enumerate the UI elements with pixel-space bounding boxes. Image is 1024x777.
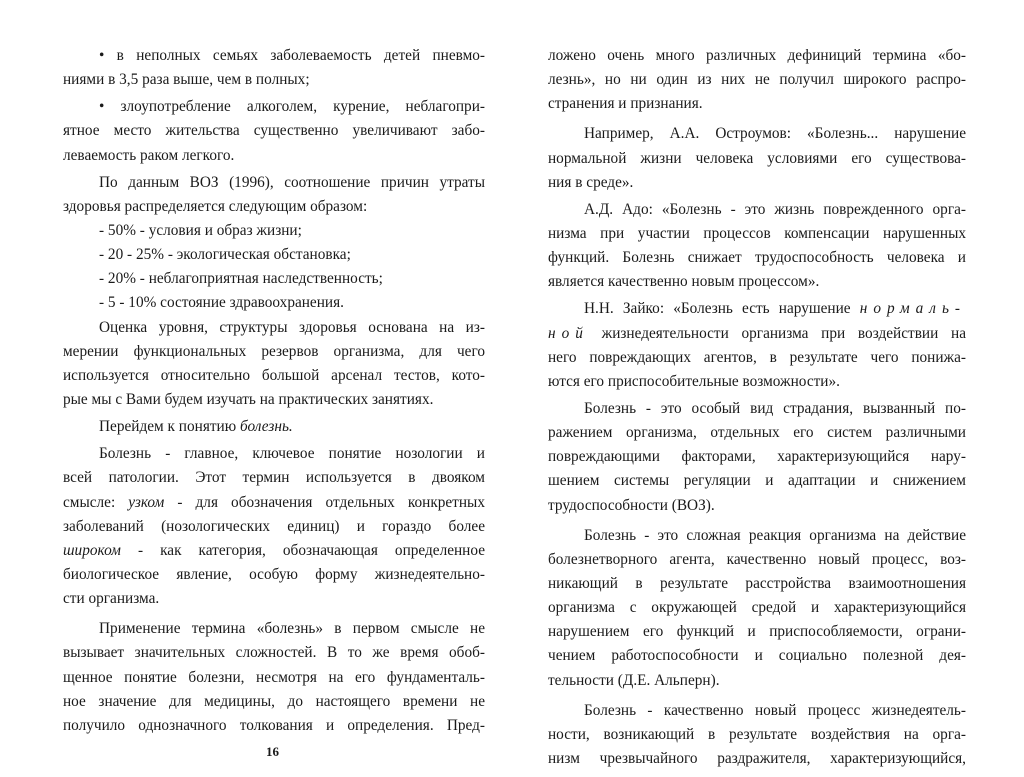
emphasis-term: нормаль- [859,300,966,318]
text-line: тельности (Д.Е. Альперн). [548,671,720,689]
text-line: ности, возникающий в результате воздействия на орга- [548,725,966,743]
text-line: По данным ВОЗ (1996), соотношение причин утраты [99,173,485,191]
text-line: вызывает значительных сложностей. В то же время обоб- [63,644,485,662]
text-line: • в неполных семьях заболеваемость детей пневмо- [99,47,485,64]
text-line: болезнетворного агента, качественно новый процесс, воз- [548,550,966,568]
text-line: него повреждающих агентов, в результате чего понижа- [548,348,966,366]
text-line: заболеваний (нозологических единиц) и гораздо более [63,517,485,535]
list-item: - 5 - 10% состояние здравоохранения. [99,294,344,312]
text-line: Оценка уровня, структуры здоровья основана на из- [99,318,485,336]
text-line [63,415,485,439]
text-run: Перейдем к понятию [99,418,240,436]
text-line [63,491,485,515]
text-line: мерении функциональных резервов организма, для чего [63,342,485,360]
text-line: Болезнь - главное, ключевое понятие нозологии и [99,445,485,463]
text-line: леваемость раком легкого. [63,146,235,164]
text-line: нарушением его функций и приспособляемости, ограни- [548,623,966,641]
text-line: Болезнь - это особый вид страдания, вызванный по- [584,399,966,417]
text-line [548,322,966,346]
left-page-text [63,44,485,738]
emphasis-term: болезнь. [239,418,293,436]
emphasis-term: узком [128,493,165,511]
text-line: здоровья распределяется следующим образом: [63,197,368,215]
page-number: 16 [266,744,279,759]
left-page [63,0,485,777]
text-line: ражением организма, отдельных его систем различными [548,424,966,442]
text-line: рые мы с Вами будем изучать на практических занятиях. [63,390,434,408]
text-line: А.Д. Адо: «Болезнь - это жизнь поврежденного орга- [584,200,966,218]
text-run: Н.Н. Зайко: «Болезнь есть нарушение [584,300,860,318]
text-line: ное значение для медицины, до настоящего времени не [63,692,485,710]
text-line: чением работоспособности и социально полезной дея- [548,647,966,665]
text-line: ниями в 3,5 раза выше, чем в полных; [63,71,310,89]
text-line: никающий в результате расстройства взаимоотношения [548,574,966,592]
list-item: - 20 - 25% - экологическая обстановка; [99,246,351,264]
text-line: Например, А.А. Остроумов: «Болезнь... нарушение [584,125,966,143]
list-item: - 50% - условия и образ жизни; [99,221,302,239]
text-line: шением системы регуляции и адаптации и снижением [548,472,966,490]
text-run: - для обозначения отдельных конкретных [164,493,485,511]
text-line: низма при участии процессов компенсации нарушенных [548,224,966,242]
text-line: биологическое явление, особую форму жизнедеятельно- [63,565,485,583]
text-line: повреждающими факторами, характеризующийся нару- [548,448,966,466]
text-line: всей патологии. Этот термин используется в двояком [63,469,485,487]
text-line: является качественно новым процессом». [548,273,820,291]
text-line: получило однозначного толкования и определения. Пред- [63,716,485,734]
text-line: Болезнь - это сложная реакция организма на действие [584,526,966,544]
text-line: организма с окружающей средой и характеризующийся [548,599,966,617]
text-line: трудоспособности (ВОЗ). [548,496,715,514]
text-line: функций. Болезнь снижает трудоспособность человека и [548,249,966,267]
text-run: - как категория, обозначающая определенное [120,541,485,559]
emphasis-term: широком [63,541,121,559]
text-line: используется относительно большой арсенал тестов, кото- [63,366,485,384]
text-line: ются его приспособительные возможности». [548,372,840,390]
text-line: Болезнь - качественно новый процесс жизнедеятель- [584,701,966,719]
text-line [548,297,966,321]
text-run: жизнедеятельности организма при воздействии на [588,324,966,342]
text-line: ятное место жительства существенно увеличивают забо- [63,122,485,140]
text-line: ния в среде». [548,173,634,191]
text-line: ложено очень много различных дефиниций термина «бо- [548,47,966,64]
text-line: Применение термина «болезнь» в первом смысле не [99,620,485,638]
text-line: странения и признания. [548,95,703,113]
text-line [63,539,485,563]
text-run: смысле: [63,493,129,511]
text-line: нормальной жизни человека условиями его существова- [548,149,966,167]
list-item: - 20% - неблагоприятная наследственность; [99,270,383,288]
emphasis-term: ной [548,324,589,342]
right-page-text [548,44,966,771]
text-line: лезнь», но ни один из них не получил широкого распро- [548,71,966,89]
text-line: • злоупотребление алкоголем, курение, неблагопри- [99,98,485,116]
text-line: сти организма. [63,590,160,608]
right-page [548,0,966,777]
text-line: щенное понятие болезни, несмотря на его фундаменталь- [63,668,485,686]
text-line: низм чрезвычайного раздражителя, характеризующийся, [548,749,966,767]
